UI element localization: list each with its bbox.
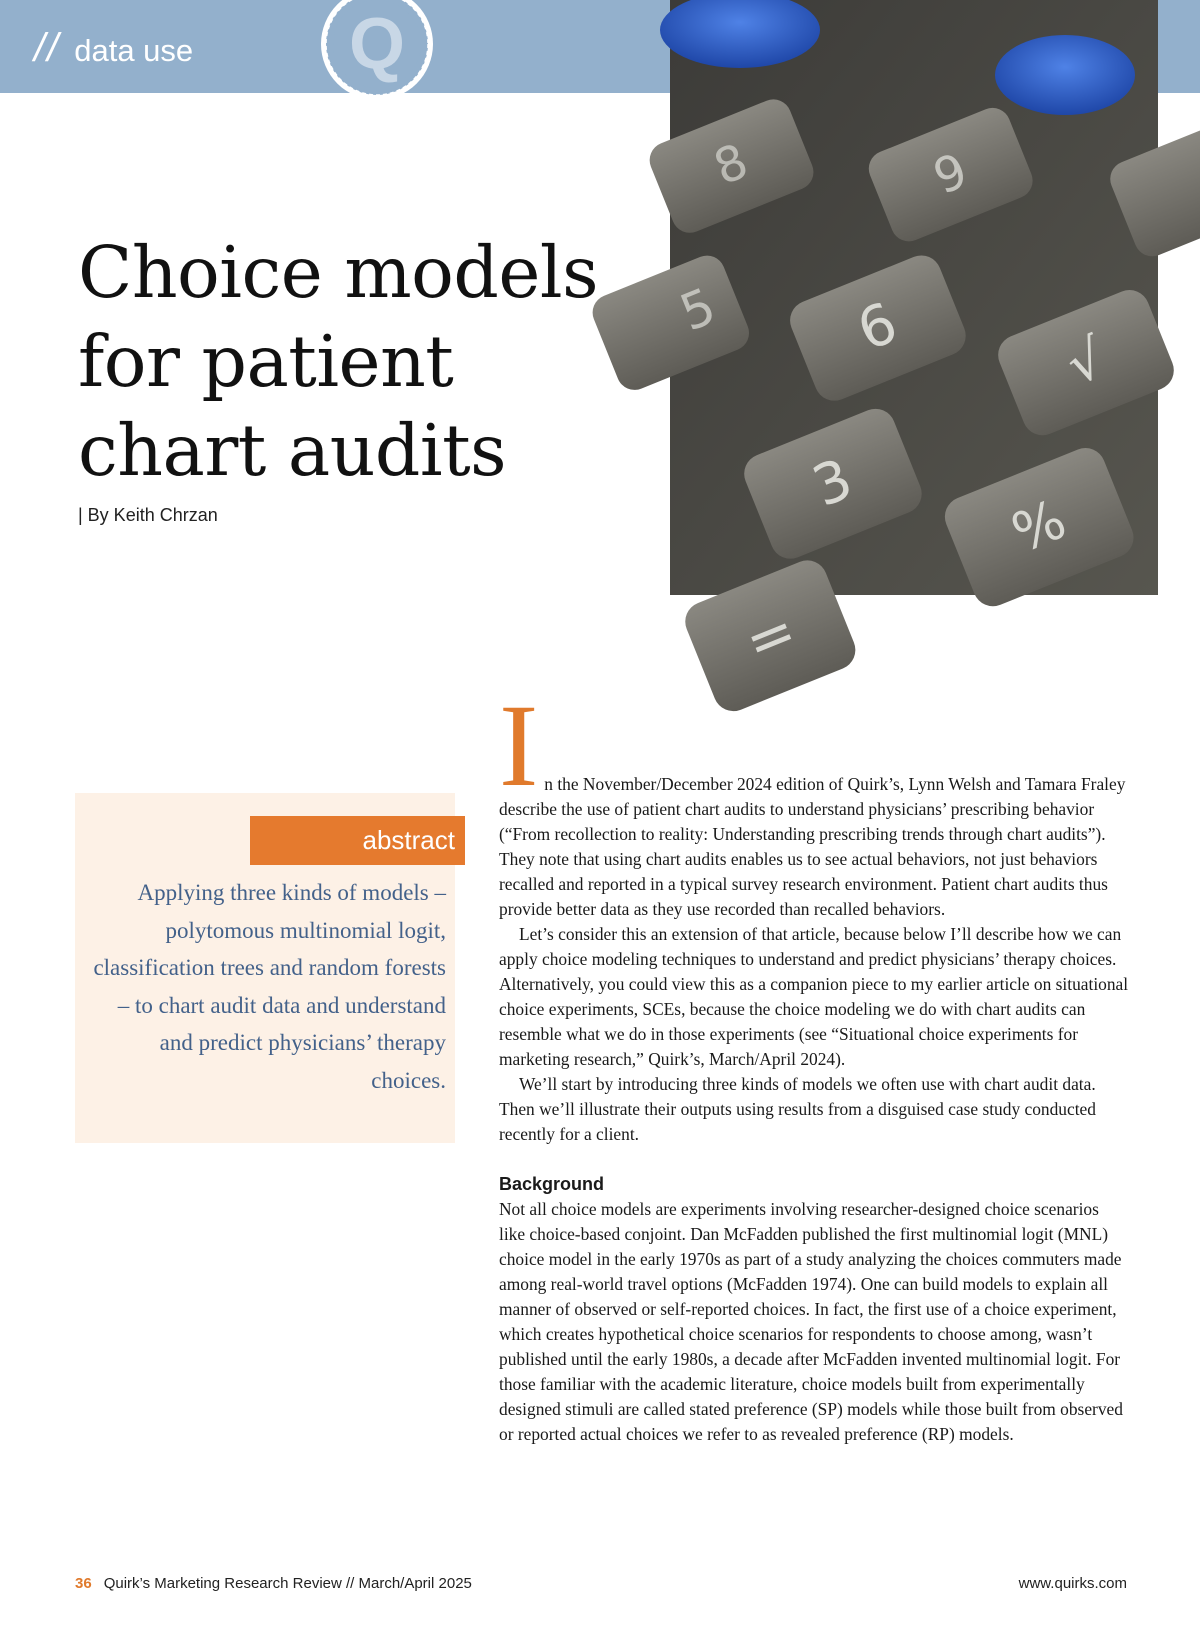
calculator-keypad-photo <box>670 0 1158 677</box>
key-label-percent: % <box>1003 487 1075 566</box>
abstract-text: Applying three kinds of models – polytomous multinomial logit, classification trees and random forests – to chart audit data and understand and predict physicians’ therapy choices. <box>93 880 446 1093</box>
byline: | By Keith Chrzan <box>78 505 218 525</box>
section-slashes: // <box>34 26 61 70</box>
abstract-label: abstract <box>250 816 465 865</box>
paragraph: Not all choice models are experiments involving researcher-designed choice scenarios like choice-based conjoint. Dan McFadden published the first multinomial logit (MNL) choice model in the early 1970s as part of a study analyzing the choices commuters made among real-world travel options (McFadden 1974). One can build models to explain all manner of observed or self-reported choices. In fact, the first use of a choice experiment, which creates hypothetical choice scenarios for respondents to choose among, wasn’t published until the early 1980s, a decade after McFadden invented multinomial logit. For those familiar with the academic literature, choice models built from experimentally designed stimuli are called stated preference (SP) models while those built from observed or reported actual choices we refer to as revealed preference (RP) models. <box>499 1199 1123 1444</box>
q-badge-letter: Q <box>348 4 406 84</box>
article-title: Choice models for patient chart audits <box>78 231 599 492</box>
section-heading: Background <box>499 1174 605 1194</box>
drop-cap: I <box>499 680 539 811</box>
key-label-6: 6 <box>848 290 907 364</box>
article-body <box>499 680 1129 1447</box>
page-number: 36 <box>75 1575 92 1592</box>
key-label-9: 9 <box>925 142 976 206</box>
key-label-3: 3 <box>804 446 862 521</box>
q-badge-icon <box>319 0 435 102</box>
paragraph-intro-text: n the November/December 2024 edition of Quirk’s, Lynn Welsh and Tamara Fraley describe the use of patient chart audits to understand physicians’ prescribing behavior (“From recollection to reality: Understanding prescribing trends through chart audits”). They note that using chart audits enables us to see actual behaviors, not just behaviors recalled and reported in a typical survey research environment. Patient chart audits thus provide better data as they use recorded than recalled behaviors. <box>499 774 1126 919</box>
key-label-equals: = <box>735 595 806 677</box>
key-label-8: 8 <box>706 133 756 197</box>
paragraph: We’ll start by introducing three kinds of models we often use with chart audit data. Then we’ll illustrate their outputs using results from a disguised case study conducted recently for a client. <box>499 1074 1096 1144</box>
key-label-sqrt: √ <box>1057 326 1114 398</box>
key-label-5: 5 <box>672 276 724 343</box>
section-label <box>34 24 193 72</box>
page-footer <box>75 1572 1127 1596</box>
section-name: data use <box>74 33 194 68</box>
publication-name: Quirk’s Marketing Research Review // March/April 2025 <box>103 1575 472 1592</box>
paragraph: Let’s consider this an extension of that article, because below I’ll describe how we can apply choice modeling techniques to understand and predict physicians’ therapy choices. Alternatively, you could view this as a companion piece to my earlier article on situational choice experiments, SCEs, because the choice modeling we do with chart audits can resemble what we do in those experiments (see “Situational choice experiments for marketing research,” Quirk’s, March/April 2024). <box>499 924 1129 1069</box>
paragraph-intro <box>499 680 1129 922</box>
calculator-keypad-image <box>670 0 1158 677</box>
blue-key <box>995 35 1135 115</box>
website-link[interactable]: www.quirks.com <box>1018 1575 1127 1592</box>
